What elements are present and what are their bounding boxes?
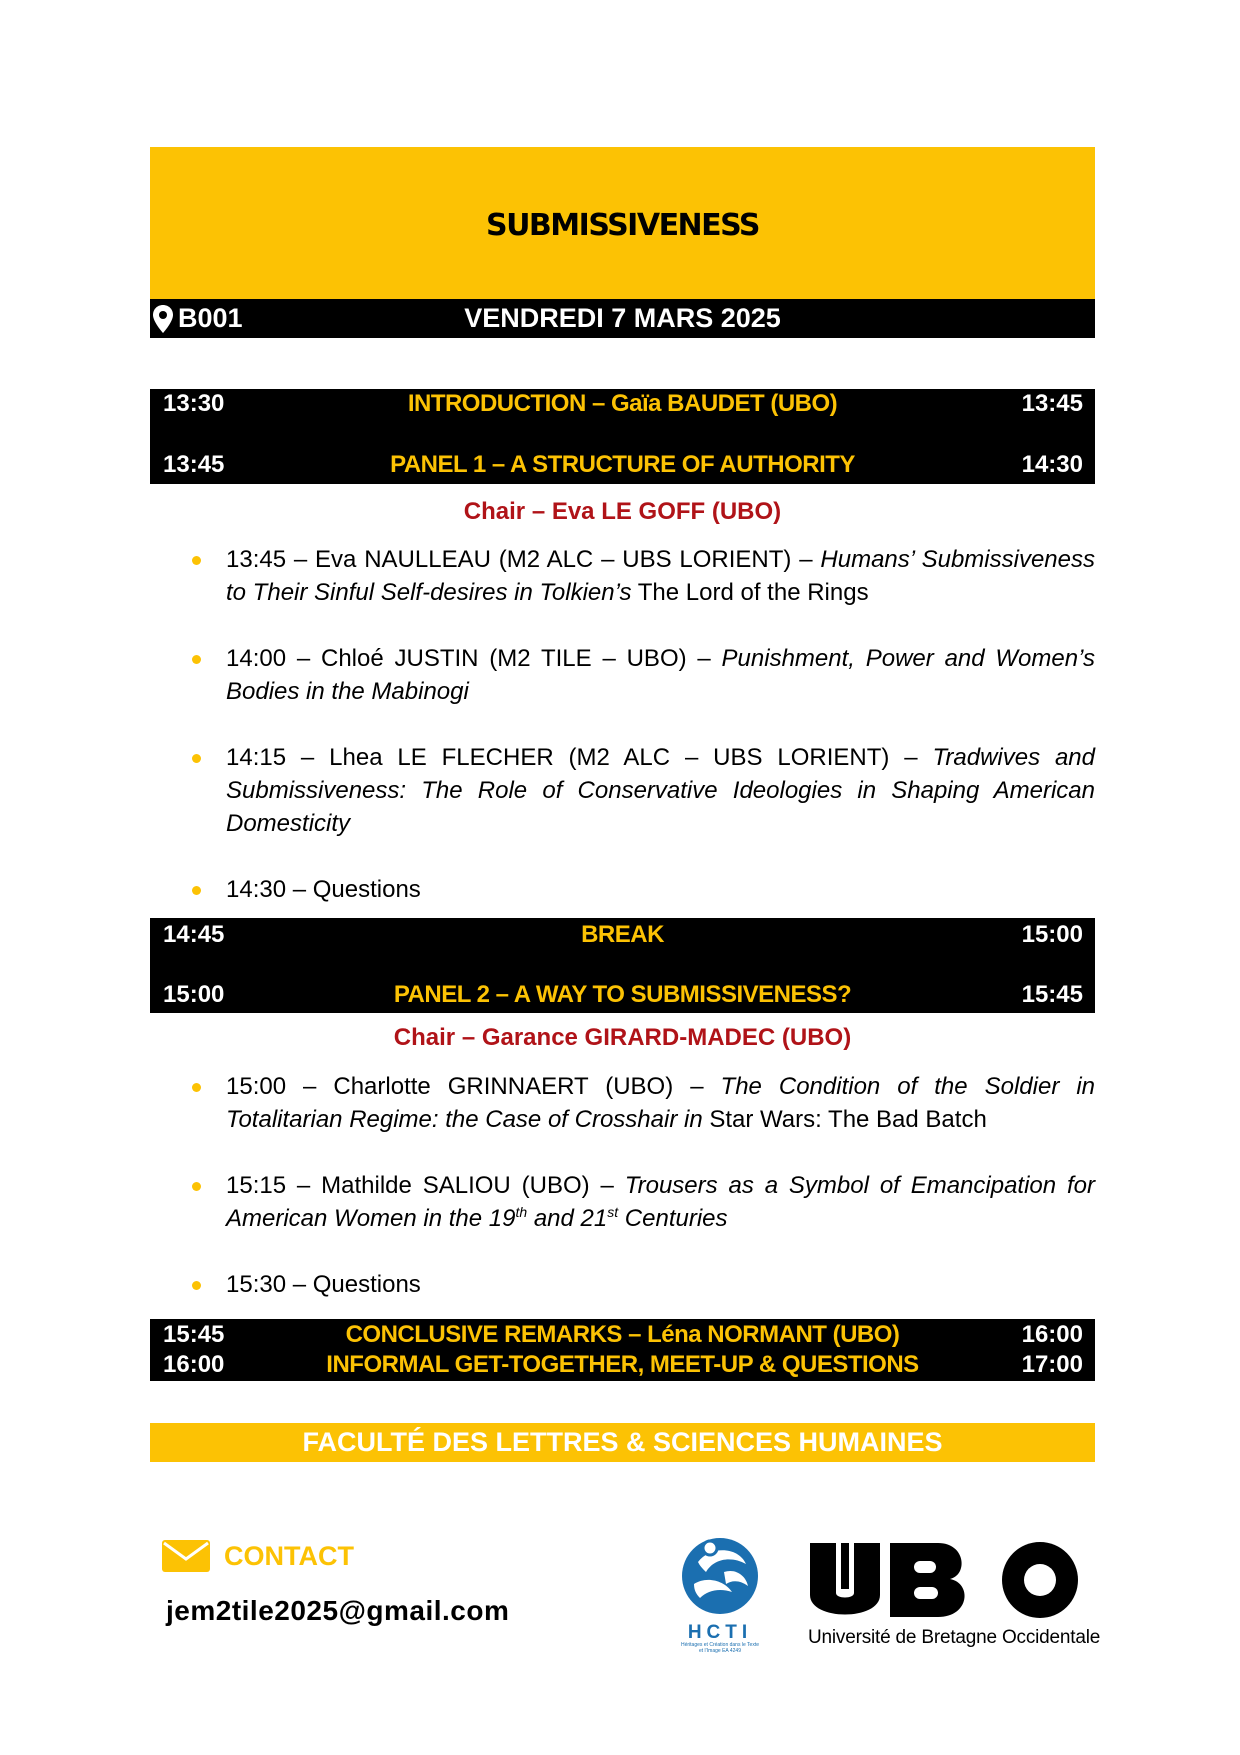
title-band xyxy=(150,147,1095,299)
start-time: 15:00 xyxy=(163,981,225,1008)
event-date: VENDREDI 7 MARS 2025 xyxy=(464,303,781,333)
bullet-icon xyxy=(192,886,201,895)
session-label: INFORMAL GET-TOGETHER, MEET-UP & QUESTIONS xyxy=(326,1351,919,1378)
session-label: CONCLUSIVE REMARKS – Léna NORMANT (UBO) xyxy=(345,1321,900,1348)
talk-text: 14:00 – Chloé JUSTIN (M2 TILE – UBO) – Punishment, Power and Women’s Bodies in the Mabinogi xyxy=(226,645,1095,705)
schedule-block-1 xyxy=(150,389,1095,484)
panel2-chair: Chair – Garance GIRARD-MADEC (UBO) xyxy=(393,1024,852,1051)
schedule-row xyxy=(150,981,1095,1011)
hcti-name: HCTI xyxy=(687,1622,753,1643)
talk-text: 15:15 – Mathilde SALIOU (UBO) – Trousers as a Symbol of Emancipation for American Women in the 19th and 21st Centuries xyxy=(226,1172,1096,1232)
hcti-subtitle: Héritages et Création dans le Texte et l’Image EA 4249 xyxy=(680,1642,759,1654)
session-label: PANEL 1 – A STRUCTURE OF AUTHORITY xyxy=(390,451,855,478)
room-date-bar xyxy=(150,299,1095,338)
contact-label: CONTACT xyxy=(224,1540,354,1571)
ubo-logo xyxy=(808,1535,1101,1655)
panel2-talks xyxy=(150,1070,1095,1310)
panel1-talks xyxy=(150,543,1095,913)
room xyxy=(152,303,243,334)
start-time: 13:45 xyxy=(163,451,225,478)
bullet-icon xyxy=(192,655,201,664)
session-label: PANEL 2 – A WAY TO SUBMISSIVENESS? xyxy=(393,981,852,1008)
end-time: 17:00 xyxy=(1021,1351,1083,1378)
schedule-row xyxy=(150,1351,1095,1381)
bullet-icon xyxy=(192,556,201,565)
schedule-row xyxy=(150,1321,1095,1351)
end-time: 13:45 xyxy=(1021,390,1083,417)
ubo-wordmark-icon xyxy=(808,1535,1088,1625)
start-time: 15:45 xyxy=(163,1321,225,1348)
schedule-row xyxy=(150,921,1095,951)
panel1-chair: Chair – Eva LE GOFF (UBO) xyxy=(463,498,782,525)
start-time: 13:30 xyxy=(163,390,225,417)
envelope-icon xyxy=(162,1540,210,1572)
ubo-subtitle: Université de Bretagne Occidentale xyxy=(808,1627,1101,1648)
schedule-block-3 xyxy=(150,1319,1095,1381)
contact-header xyxy=(162,1540,354,1572)
talk-text: 15:30 – Questions xyxy=(226,1271,421,1298)
contact-email[interactable]: jem2tile2025@gmail.com xyxy=(166,1595,510,1626)
end-time: 15:00 xyxy=(1021,921,1083,948)
room-label: B001 xyxy=(178,303,243,333)
talk-text: 14:15 – Lhea LE FLECHER (M2 ALC – UBS LORIENT) – Tradwives and Submissiveness: The Role of Conservative Ideologies in Shaping American Domesticity xyxy=(226,744,1095,837)
talk-text: 14:30 – Questions xyxy=(226,876,421,903)
end-time: 16:00 xyxy=(1021,1321,1083,1348)
start-time: 14:45 xyxy=(163,921,225,948)
bullet-icon xyxy=(192,754,201,763)
page-title: SUBMISSIVENESS xyxy=(485,207,760,243)
session-label: BREAK xyxy=(581,921,664,948)
bullet-icon xyxy=(192,1182,201,1191)
hcti-emblem-icon xyxy=(680,1532,760,1620)
end-time: 15:45 xyxy=(1021,981,1083,1008)
talk-text: 13:45 – Eva NAULLEAU (M2 ALC – UBS LORIENT) – Humans’ Submissiveness to Their Sinful Self-desires in Tolkien’s The Lord of the Rings xyxy=(226,546,1096,606)
start-time: 16:00 xyxy=(163,1351,225,1378)
end-time: 14:30 xyxy=(1021,451,1083,478)
talk-text: 15:00 – Charlotte GRINNAERT (UBO) – The Condition of the Soldier in Totalitarian Regime: the Case of Crosshair in Star Wars: The Bad Batch xyxy=(226,1073,1095,1133)
schedule-block-2 xyxy=(150,918,1095,1013)
bullet-icon xyxy=(192,1083,201,1092)
schedule-row xyxy=(150,390,1095,420)
session-label: INTRODUCTION – Gaïa BAUDET (UBO) xyxy=(407,390,838,417)
schedule-row xyxy=(150,451,1095,481)
location-pin-icon xyxy=(152,304,174,334)
hcti-logo xyxy=(680,1532,770,1652)
bullet-icon xyxy=(192,1281,201,1290)
faculty-band: FACULTÉ DES LETTRES & SCIENCES HUMAINES xyxy=(150,1423,1095,1462)
